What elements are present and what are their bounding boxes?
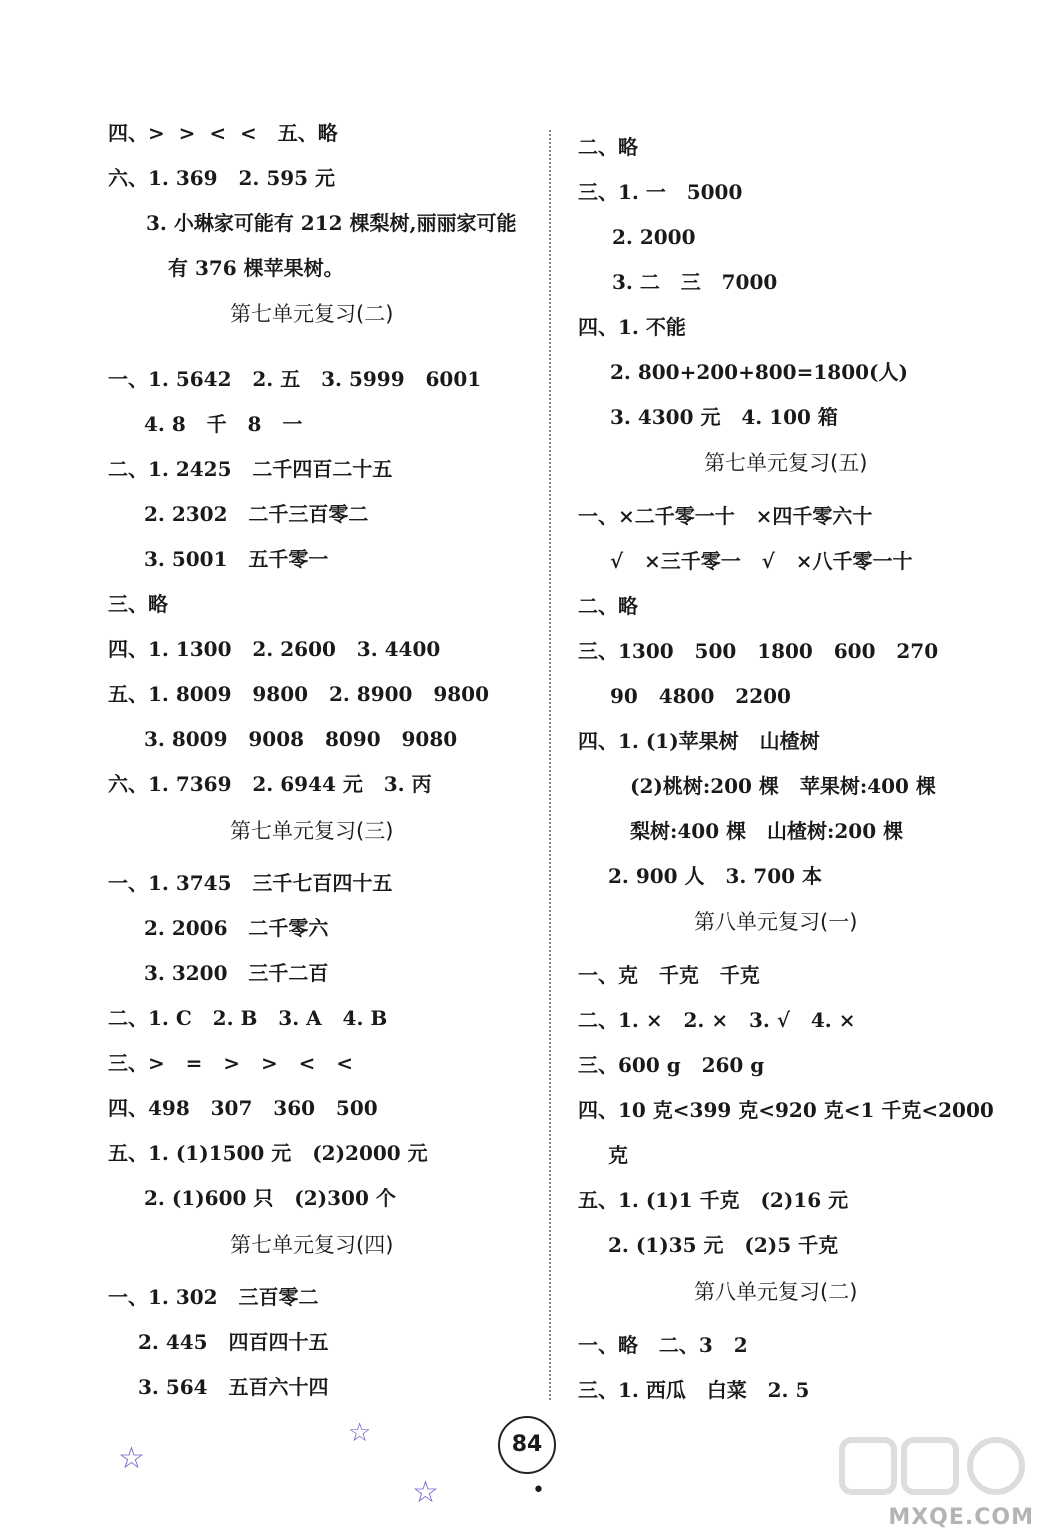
- section-heading: 第八单元复习(二): [694, 1280, 858, 1304]
- answer-line: 三、1. 西瓜 白菜 2. 5: [578, 1378, 810, 1402]
- answer-line: 2. 2000: [612, 225, 696, 249]
- answer-line: 六、1. 369 2. 595 元: [108, 166, 336, 190]
- section-heading: 第七单元复习(五): [704, 451, 868, 475]
- answer-line: (2)桃树:200 棵 苹果树:400 棵: [630, 774, 936, 798]
- answer-line: 二、略: [578, 135, 638, 159]
- answer-line: 五、1. (1)1500 元 (2)2000 元: [108, 1141, 428, 1165]
- answer-line: 3. 4300 元 4. 100 箱: [610, 405, 838, 429]
- answer-line: 二、略: [578, 594, 638, 618]
- answer-line: 4. 8 千 8 一: [144, 412, 303, 436]
- star-outline-icon: ☆: [412, 1475, 439, 1510]
- answer-line: 四、1. 不能: [578, 315, 686, 339]
- answer-line: 四、> > < < 五、略: [108, 121, 338, 145]
- answer-line: 三、略: [108, 592, 168, 616]
- answer-line: 四、10 克<399 克<920 克<1 千克<2000: [578, 1098, 994, 1122]
- answer-line: 90 4800 2200: [610, 684, 791, 708]
- answer-line: 五、1. (1)1 千克 (2)16 元: [578, 1188, 849, 1212]
- answer-line: 2. (1)600 只 (2)300 个: [144, 1186, 396, 1210]
- answer-line: 二、1. 2425 二千四百二十五: [108, 457, 393, 481]
- answer-line: 五、1. 8009 9800 2. 8900 9800: [108, 682, 490, 706]
- answer-line: 二、1. C 2. B 3. A 4. B: [108, 1006, 388, 1030]
- answer-line: 一、略 二、3 2: [578, 1333, 748, 1357]
- answer-line: 2. (1)35 元 (2)5 千克: [608, 1233, 839, 1257]
- section-heading: 第七单元复习(四): [230, 1233, 394, 1257]
- answer-line: 三、600 g 260 g: [578, 1053, 765, 1077]
- answer-line: 六、1. 7369 2. 6944 元 3. 丙: [108, 772, 432, 796]
- star-outline-icon: ☆: [348, 1418, 372, 1448]
- answer-line: 2. 800+200+800=1800(人): [610, 360, 908, 384]
- page-number: 84: [498, 1416, 556, 1474]
- answer-line: 三、1. 一 5000: [578, 180, 743, 204]
- watermark-url: MXQE.COM: [888, 1505, 1034, 1530]
- answer-line: 3. 5001 五千零一: [144, 547, 329, 571]
- answer-line: 有 376 棵苹果树。: [168, 256, 344, 280]
- answer-line: 3. 564 五百六十四: [138, 1375, 329, 1399]
- answer-line: 二、1. × 2. × 3. √ 4. ×: [578, 1008, 856, 1032]
- answer-line: 3. 小琳家可能有 212 棵梨树,丽丽家可能: [146, 211, 517, 235]
- section-heading: 第八单元复习(一): [694, 910, 858, 934]
- star-outline-icon: ☆: [118, 1441, 145, 1476]
- answer-line: 2. 2302 二千三百零二: [144, 502, 369, 526]
- answer-line: 3. 3200 三千二百: [144, 961, 329, 985]
- answer-line: 三、> = > > < <: [108, 1051, 353, 1075]
- answer-line: 四、1. 1300 2. 2600 3. 4400: [108, 637, 441, 661]
- answer-line: 2. 2006 二千零六: [144, 916, 329, 940]
- answer-line: 四、1. (1)苹果树 山楂树: [578, 729, 820, 753]
- answer-line: 一、克 千克 千克: [578, 963, 760, 987]
- column-divider: [549, 130, 551, 1400]
- section-heading: 第七单元复习(二): [230, 302, 394, 326]
- answer-line: 四、498 307 360 500: [108, 1096, 378, 1120]
- decorative-dot: •: [532, 1478, 545, 1503]
- answer-line: √ ×三千零一 √ ×八千零一十: [610, 549, 913, 573]
- answer-line: 2. 900 人 3. 700 本: [608, 864, 822, 888]
- answer-line: 一、1. 302 三百零二: [108, 1285, 319, 1309]
- answer-line: 3. 二 三 7000: [612, 270, 778, 294]
- section-heading: 第七单元复习(三): [230, 819, 394, 843]
- answer-line: 梨树:400 棵 山楂树:200 棵: [630, 819, 904, 843]
- answer-line: 2. 445 四百四十五: [138, 1330, 329, 1354]
- answer-line: 3. 8009 9008 8090 9080: [144, 727, 458, 751]
- answer-line: 克: [608, 1143, 628, 1167]
- answer-line: 一、1. 3745 三千七百四十五: [108, 871, 393, 895]
- answer-line: 一、×二千零一十 ×四千零六十: [578, 504, 873, 528]
- answer-line: 一、1. 5642 2. 五 3. 5999 6001: [108, 367, 482, 391]
- answer-line: 三、1300 500 1800 600 270: [578, 639, 939, 663]
